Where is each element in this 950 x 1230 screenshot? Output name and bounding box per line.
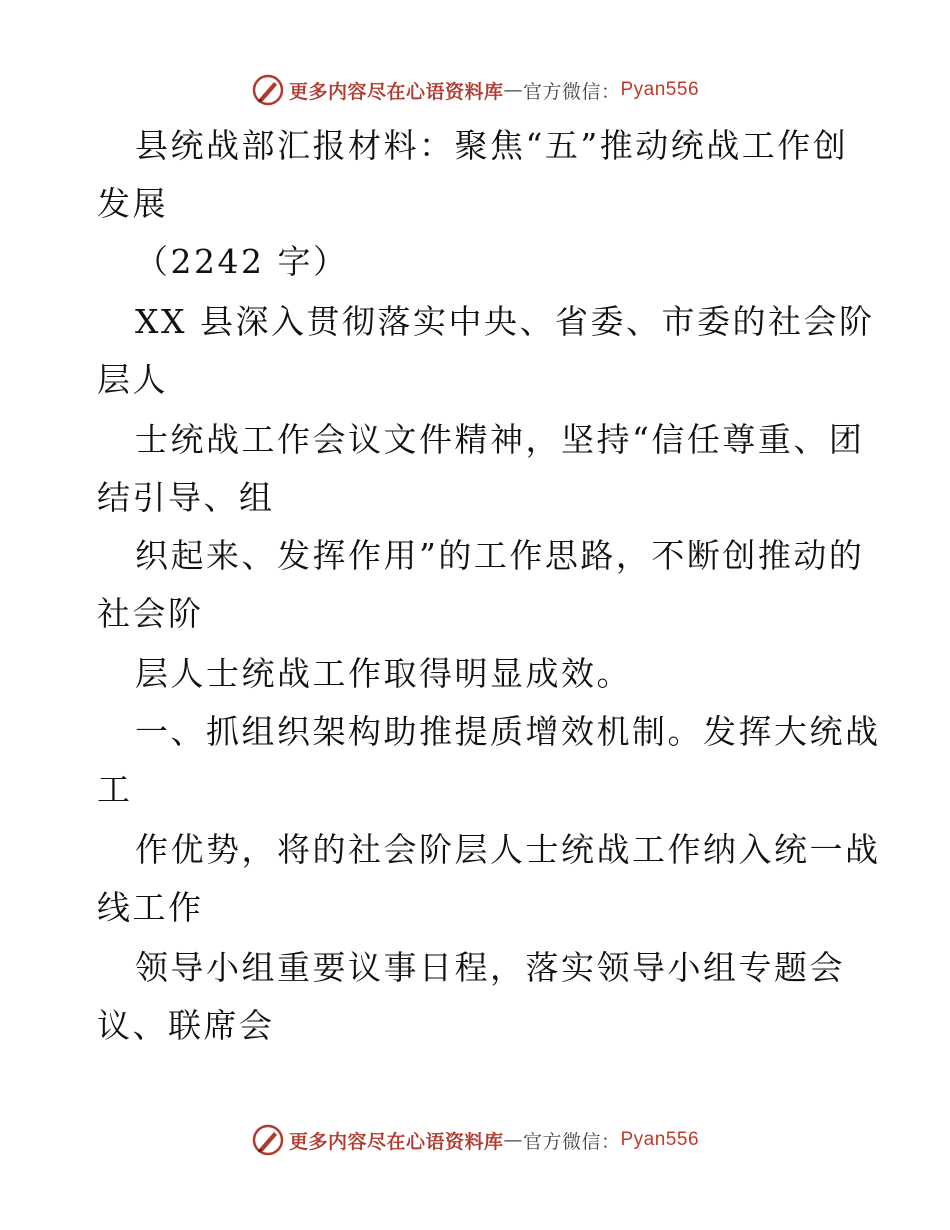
pen-logo-icon bbox=[251, 1123, 285, 1157]
watermark-wechat-label: 官方微信： bbox=[522, 1130, 621, 1153]
doc-text-line: 线工作 bbox=[97, 888, 204, 927]
doc-text-line: XX 县深入贯彻落实中央、省委、市委的社会阶 bbox=[135, 302, 875, 341]
watermark-banner-bottom bbox=[0, 1120, 950, 1160]
doc-text-line: 领导小组重要议事日程，落实领导小组专题会 bbox=[135, 948, 845, 987]
doc-text-line: 层人士统战工作取得明显成效。 bbox=[135, 654, 632, 693]
doc-text-line: 议、联席会 bbox=[97, 1006, 275, 1045]
doc-text-line: 社会阶 bbox=[97, 594, 204, 633]
watermark-wechat-id: Pyan556 bbox=[620, 1129, 700, 1150]
watermark-wechat-id: Pyan556 bbox=[620, 79, 700, 100]
doc-word-count: （2242 字） bbox=[135, 242, 349, 281]
doc-text-line: 织起来、发挥作用”的工作思路，不断创推动的 bbox=[135, 536, 865, 575]
doc-title-line-1: 县统战部汇报材料：聚焦“五”推动统战工作创 bbox=[135, 126, 849, 165]
doc-text-line: 工 bbox=[97, 770, 133, 809]
watermark-dash: — bbox=[503, 79, 523, 101]
watermark-dash: — bbox=[503, 1129, 523, 1151]
pen-logo-icon bbox=[251, 73, 285, 107]
watermark-banner-top bbox=[0, 70, 950, 110]
watermark-brand: 更多内容尽在心语资料库 bbox=[288, 80, 504, 103]
watermark-wechat-label: 官方微信： bbox=[522, 80, 621, 103]
doc-text-line: 作优势，将的社会阶层人士统战工作纳入统一战 bbox=[135, 830, 881, 869]
doc-section-heading: 一、抓组织架构助推提质增效机制。发挥大统战 bbox=[135, 712, 881, 751]
doc-text-line: 结引导、组 bbox=[97, 478, 275, 517]
doc-text-line: 士统战工作会议文件精神，坚持“信任尊重、团 bbox=[135, 420, 865, 459]
doc-title-line-2: 发展 bbox=[97, 184, 168, 223]
doc-text-line: 层人 bbox=[97, 360, 168, 399]
watermark-brand: 更多内容尽在心语资料库 bbox=[288, 1130, 504, 1153]
